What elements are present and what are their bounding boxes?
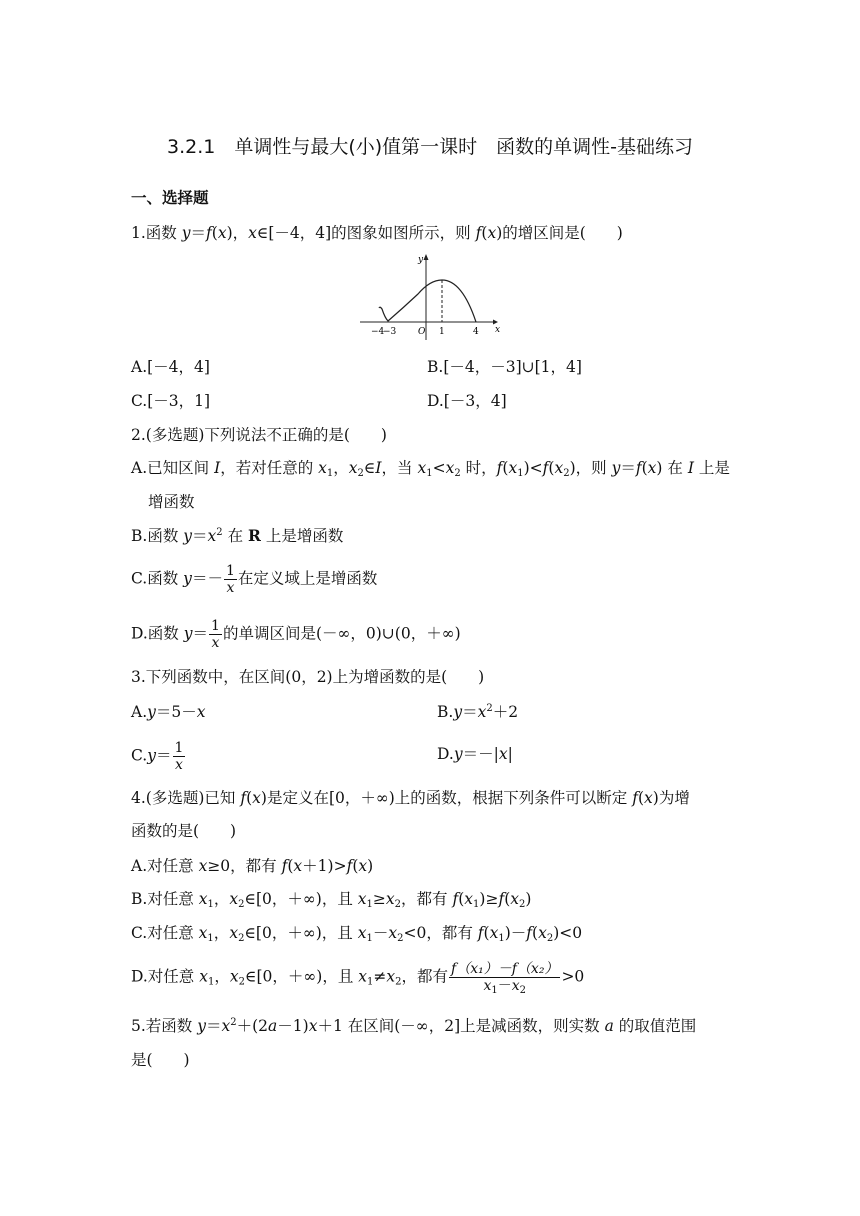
question-1-graph [358,250,503,346]
question-3-option-c: C.y＝ $\frac{1}{x}$ [131,740,184,773]
fraction-1-over-x: $\frac{1}{x}$ [211,618,220,651]
x-label: x [495,325,501,335]
question-1-option-b: B.[－4，－3]∪[1，4] [427,358,582,376]
question-2-option-b: B.函数 $y=x^2$ 在 R 上是增函数 [131,526,344,545]
question-1-option-c: C.[－3，1] [131,392,211,410]
question-2-option-a-continued: 增函数 [148,493,195,511]
section-heading: 一、选择题 [131,189,209,207]
question-4-option-c: C.对任意 $x_1$，$x_2\in[0$，＋∞)，且 $x_1-x_2<0$，都有 $f(x_1)-f(x_2)<0$ [131,924,583,944]
y-axis-arrow [424,254,429,260]
question-5-stem-continued: 是( ) [131,1051,190,1069]
question-5-stem: 5.若函数 $y=x^2+(2a-1)x+1$ 在区间(－∞，2]上是减函数，则实数 a 的取值范围 [131,1017,697,1035]
tick-1: 1 [439,327,445,337]
question-3-option-d: D.y＝－|x| [437,745,513,763]
question-1-option-d: D.[－3，4] [427,392,507,410]
difference-quotient-fraction: $\frac{\text{f（x₁）－f（x₂）}}{x_1-x_2}$ [451,961,559,996]
question-2-option-d: D.函数 y＝ $\frac{1}{x}$ 的单调区间是(－∞，0)∪(0，＋∞) [131,618,461,651]
fraction-1-over-x: $\frac{1}{x}$ [174,740,184,773]
question-4-option-b: B.对任意 $x_1$，$x_2\in[0$，＋∞)，且 $x_1\ge x_2$，都有 $f(x_1)\ge f(x_2)$ [131,890,532,910]
question-4-option-a: A.对任意 x≥0，都有 f(x＋1)>f(x) [131,857,374,875]
question-3-option-b: $B.y=x^2+2$ [437,703,519,721]
tick-4: 4 [473,327,479,337]
question-4-stem: 4.(多选题)已知 f(x)是定义在[0，＋∞)上的函数，根据下列条件可以断定 f(x)为增 [131,789,690,807]
question-2-option-c: C.函数 y＝－ $\frac{1}{x}$ 在定义域上是增函数 [131,563,378,596]
question-2-option-a: A.已知区间 I，若对任意的 $x_1$，$x_2\in I$，当 $x_1<x_2$ 时，$f(x_1)<f(x_2)$，则 y＝f(x) 在 I 上是 [131,459,730,479]
page-title: 3.2.1 单调性与最大(小)值第一课时 函数的单调性-基础练习 [166,136,694,158]
x-axis-arrow [493,320,498,325]
question-4-option-d: D.对任意 $x_1$，$x_2\in[0$，＋∞)，且 $x_1\ne x_2$，都有 $\frac{\text{f（x₁）－f（x₂）}}{x_1-x_2}$ >0 [131,961,585,996]
origin-label: O [418,327,426,337]
question-3-stem: 3.下列函数中，在区间(0，2)上为增函数的是( ) [131,668,485,686]
tick-minus-3: −3 [383,327,397,337]
question-1-option-a: A.[－4，4] [131,358,210,376]
tick-minus-4: −4 [371,327,385,337]
question-3-option-a: A.y＝5－x [131,703,206,721]
question-4-stem-continued: 函数的是( ) [131,822,237,840]
y-label: y [418,255,424,265]
question-1-stem: 1.函数 y＝f(x)，x∈[－4，4]的图象如图所示，则 f(x)的增区间是( ) [131,224,623,242]
question-2-stem: 2.(多选题)下列说法不正确的是( ) [131,426,387,444]
function-curve [379,280,476,322]
fraction-1-over-x: $\frac{1}{x}$ [225,563,235,596]
function-graph-svg [358,250,503,342]
